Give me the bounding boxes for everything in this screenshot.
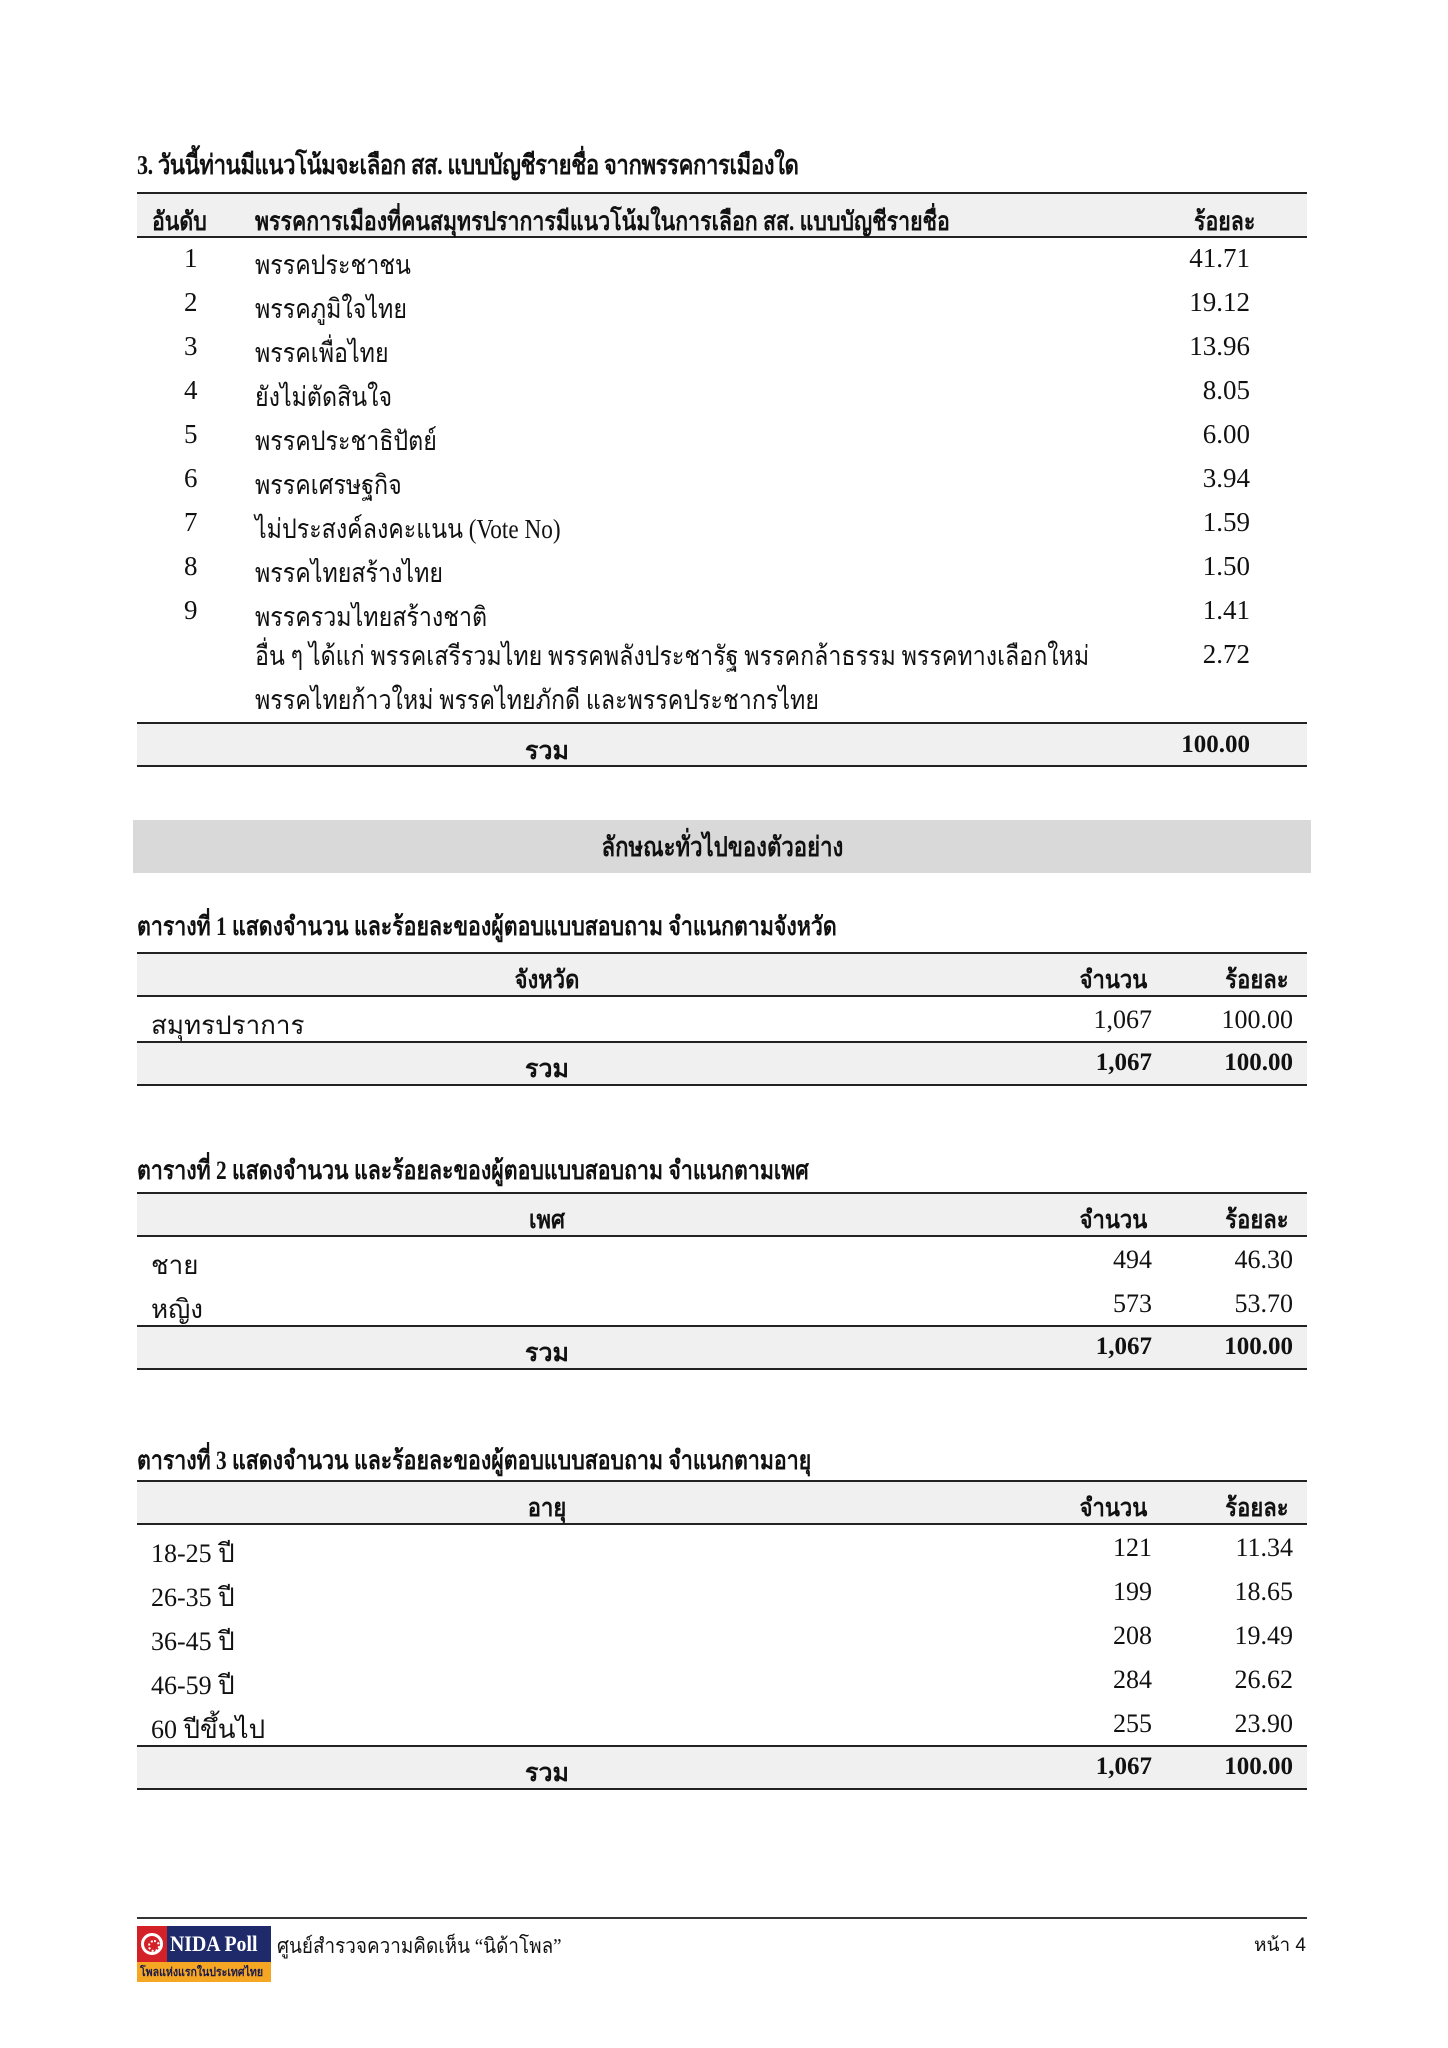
- rank-cell: 7: [184, 507, 198, 537]
- percent-cell: 46.30: [1234, 1245, 1293, 1274]
- footer-divider: [137, 1917, 1307, 1919]
- percent-cell: 53.70: [1234, 1289, 1293, 1318]
- total-label: รวม: [525, 1340, 569, 1367]
- percent-cell: 11.34: [1235, 1533, 1293, 1562]
- total-label: รวม: [525, 1760, 569, 1787]
- table-row-others: [137, 634, 1307, 722]
- table-row: [137, 502, 1307, 546]
- table-row: [137, 1281, 1307, 1325]
- table3-caption: ตารางที่ 3 แสดงจำนวน และร้อยละของผู้ตอบแบบสอบถาม จำแนกตามอายุ: [137, 1446, 812, 1475]
- header-label: เพศ: [529, 1207, 565, 1234]
- party-cell: พรรคเพื่อไทย: [255, 338, 389, 368]
- header-percent: ร้อยละ: [1225, 1207, 1289, 1234]
- table-total-row: [137, 1745, 1307, 1790]
- percent-cell: 26.62: [1234, 1665, 1293, 1694]
- label-cell: 46-59 ปี: [151, 1671, 235, 1700]
- count-cell: 494: [1113, 1245, 1152, 1274]
- label-cell: 26-35 ปี: [151, 1583, 235, 1612]
- wheel-emblem-icon: [141, 1933, 163, 1955]
- question-title: 3. วันนี้ท่านมีแนวโน้มจะเลือก สส. แบบบัญชีรายชื่อ จากพรรคการเมืองใด: [137, 150, 799, 180]
- count-cell: 284: [1113, 1665, 1152, 1694]
- rank-cell: 2: [184, 287, 198, 317]
- section-header-bar: [133, 820, 1311, 873]
- rank-cell: 6: [184, 463, 198, 493]
- table-row: [137, 238, 1307, 282]
- rank-cell: 3: [184, 331, 198, 361]
- gender-table: [137, 1192, 1307, 1370]
- table1-caption: ตารางที่ 1 แสดงจำนวน และร้อยละของผู้ตอบแบบสอบถาม จำแนกตามจังหวัด: [137, 912, 837, 941]
- label-cell: 36-45 ปี: [151, 1627, 235, 1656]
- section-title: ลักษณะทั่วไปของตัวอย่าง: [601, 832, 843, 862]
- percent-cell: 2.72: [1202, 639, 1250, 669]
- percent-cell: 18.65: [1234, 1577, 1293, 1606]
- percent-cell: 41.71: [1189, 243, 1250, 273]
- header-percent: ร้อยละ: [1194, 207, 1256, 236]
- table-row: [137, 326, 1307, 370]
- table-row: [137, 590, 1307, 634]
- party-cell: ไม่ประสงค์ลงคะแนน (Vote No): [255, 514, 561, 544]
- party-preference-table: [137, 192, 1307, 767]
- table-total-row: [137, 722, 1307, 767]
- table-row: [137, 1237, 1307, 1281]
- percent-cell: 1.50: [1202, 551, 1250, 581]
- table-total-row: [137, 1041, 1307, 1086]
- table-row: [137, 1569, 1307, 1613]
- table-row: [137, 1613, 1307, 1657]
- total-count: 1,067: [1095, 1049, 1152, 1076]
- total-percent: 100.00: [1224, 1049, 1293, 1076]
- header-count: จำนวน: [1079, 967, 1148, 994]
- percent-cell: 13.96: [1189, 331, 1250, 361]
- logo-name: NIDA Poll: [170, 1931, 258, 1956]
- party-cell: ยังไม่ตัดสินใจ: [255, 382, 393, 412]
- header-count: จำนวน: [1079, 1495, 1148, 1522]
- percent-cell: 19.49: [1234, 1621, 1293, 1650]
- header-label: จังหวัด: [514, 967, 580, 994]
- party-cell: พรรครวมไทยสร้างชาติ: [255, 602, 488, 632]
- label-cell: ชาย: [151, 1251, 199, 1280]
- label-cell: สมุทรปราการ: [151, 1011, 305, 1040]
- rank-cell: 5: [184, 419, 198, 449]
- party-cell: อื่น ๆ ได้แก่ พรรคเสรีรวมไทย พรรคพลังประชารัฐ พรรคกล้าธรรม พรรคทางเลือกใหม่ พรรคไทยก้าวใหม่ พรรคไทยภักดี และพรรคประชากรไทย: [255, 641, 1090, 715]
- page-number: หน้า 4: [1253, 1935, 1306, 1956]
- total-percent: 100.00: [1181, 731, 1250, 758]
- count-cell: 208: [1113, 1621, 1152, 1650]
- percent-cell: 6.00: [1202, 419, 1250, 449]
- party-cell: พรรคเศรษฐกิจ: [255, 470, 402, 500]
- table-row: [137, 1657, 1307, 1701]
- party-cell: พรรคไทยสร้างไทย: [255, 558, 443, 588]
- table-row: [137, 546, 1307, 590]
- total-percent: 100.00: [1224, 1753, 1293, 1780]
- percent-cell: 23.90: [1234, 1709, 1293, 1738]
- table-row: [137, 414, 1307, 458]
- party-cell: พรรคประชาธิปัตย์: [255, 426, 437, 456]
- age-table: [137, 1480, 1307, 1790]
- label-cell: หญิง: [151, 1295, 203, 1324]
- table-header-row: [137, 1480, 1307, 1525]
- footer-organization: ศูนย์สำรวจความคิดเห็น “นิด้าโพล”: [277, 1934, 562, 1958]
- party-cell: พรรคประชาชน: [255, 250, 411, 280]
- table2-caption: ตารางที่ 2 แสดงจำนวน และร้อยละของผู้ตอบแบบสอบถาม จำแนกตามเพศ: [137, 1156, 809, 1185]
- percent-cell: 8.05: [1202, 375, 1250, 405]
- header-party: พรรคการเมืองที่คนสมุทรปราการมีแนวโน้มในการเลือก สส. แบบบัญชีรายชื่อ: [255, 207, 950, 236]
- table-row: [137, 458, 1307, 502]
- table-header-row: [137, 952, 1307, 997]
- count-cell: 199: [1113, 1577, 1152, 1606]
- total-count: 1,067: [1095, 1333, 1152, 1360]
- logo-tagline-bar: [137, 1962, 271, 1982]
- rank-cell: 4: [184, 375, 198, 405]
- percent-cell: 1.41: [1202, 595, 1250, 625]
- percent-cell: 19.12: [1189, 287, 1250, 317]
- total-count: 1,067: [1095, 1753, 1152, 1780]
- header-count: จำนวน: [1079, 1207, 1148, 1234]
- table-row: [137, 997, 1307, 1041]
- nida-poll-logo: [137, 1926, 271, 1982]
- rank-cell: 8: [184, 551, 198, 581]
- table-header-row: [137, 192, 1307, 238]
- header-label: อายุ: [527, 1495, 567, 1522]
- table-header-row: [137, 1192, 1307, 1237]
- table-row: [137, 282, 1307, 326]
- total-label: รวม: [525, 1056, 569, 1083]
- party-cell: พรรคภูมิใจไทย: [255, 294, 407, 324]
- logo-tagline: โพลแห่งแรกในประเทศไทย: [140, 1965, 264, 1979]
- table-total-row: [137, 1325, 1307, 1370]
- count-cell: 573: [1113, 1289, 1152, 1318]
- label-cell: 60 ปีขึ้นไป: [151, 1715, 266, 1744]
- rank-cell: 9: [184, 595, 198, 625]
- count-cell: 1,067: [1093, 1005, 1152, 1034]
- header-percent: ร้อยละ: [1225, 1495, 1289, 1522]
- table-row: [137, 1701, 1307, 1745]
- label-cell: 18-25 ปี: [151, 1539, 235, 1568]
- percent-cell: 3.94: [1202, 463, 1250, 493]
- total-label: รวม: [525, 738, 569, 765]
- count-cell: 255: [1113, 1709, 1152, 1738]
- rank-cell: 1: [184, 243, 198, 273]
- table-row: [137, 1525, 1307, 1569]
- count-cell: 121: [1113, 1533, 1152, 1562]
- province-table: [137, 952, 1307, 1086]
- header-rank: อันดับ: [152, 207, 207, 236]
- table-row: [137, 370, 1307, 414]
- percent-cell: 1.59: [1202, 507, 1250, 537]
- header-percent: ร้อยละ: [1225, 967, 1289, 994]
- percent-cell: 100.00: [1221, 1005, 1293, 1034]
- total-percent: 100.00: [1224, 1333, 1293, 1360]
